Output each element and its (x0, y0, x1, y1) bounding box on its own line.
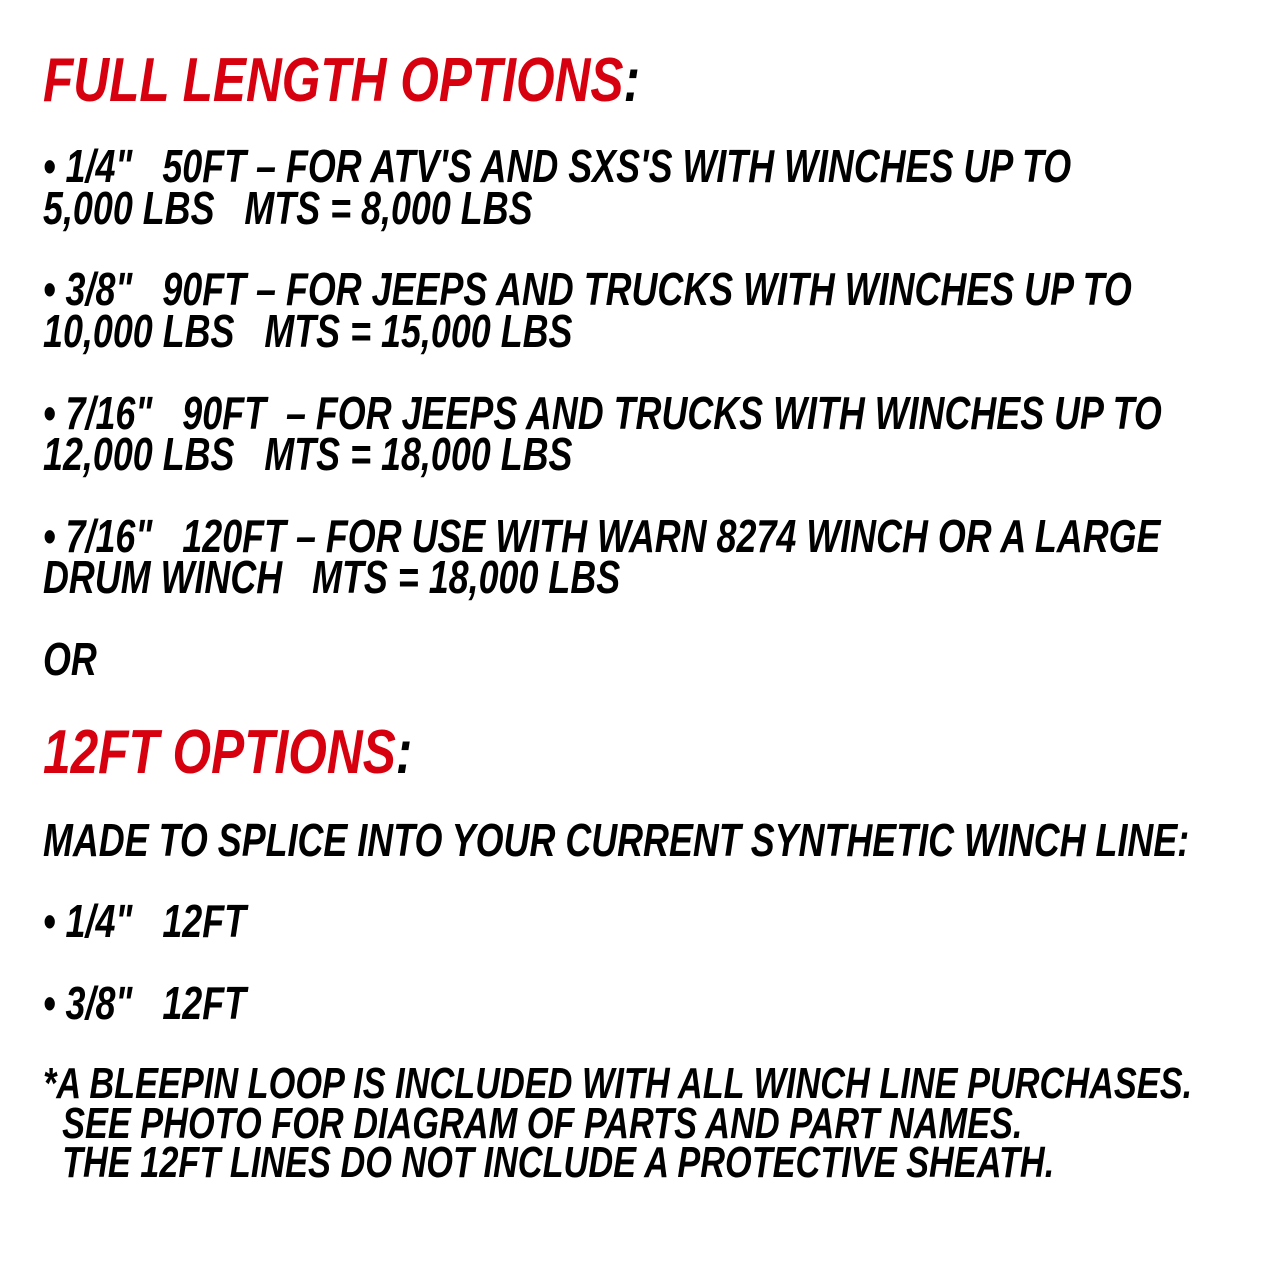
heading-colon: : (395, 718, 413, 787)
option-4-line-1: • 7/16" 120FT – FOR USE WITH WARN 8274 WINCH OR A LARGE (43, 510, 1161, 562)
twelve-ft-intro: MADE TO SPLICE INTO YOUR CURRENT SYNTHETIC WINCH LINE: (43, 814, 1190, 866)
option-3-line-2: 12,000 LBS MTS = 18,000 LBS (43, 428, 573, 480)
option-3-line-1: • 7/16" 90FT – FOR JEEPS AND TRUCKS WITH WINCHES UP TO (43, 387, 1162, 439)
full-length-heading (43, 46, 641, 115)
twelve-ft-heading (43, 718, 413, 787)
twelve-ft-heading-text: 12FT OPTIONS (43, 718, 396, 787)
or-text: OR (43, 633, 97, 685)
option-1-line-1: • 1/4" 50FT – FOR ATV'S AND SXS'S WITH WINCHES UP TO (43, 140, 1072, 192)
option-1-line-2: 5,000 LBS MTS = 8,000 LBS (43, 182, 533, 234)
full-length-heading-text: FULL LENGTH OPTIONS (43, 46, 624, 115)
footnote-line-3: THE 12FT LINES DO NOT INCLUDE A PROTECTIVE SHEATH. (43, 1138, 1055, 1187)
footnote-line-2: SEE PHOTO FOR DIAGRAM OF PARTS AND PART NAMES. (43, 1099, 1023, 1148)
heading-colon: : (623, 46, 641, 115)
twelve-ft-option-1: • 1/4" 12FT (43, 895, 247, 947)
option-4-line-2: DRUM WINCH MTS = 18,000 LBS (43, 551, 621, 603)
footnote-line-1: *A BLEEPIN LOOP IS INCLUDED WITH ALL WINCH LINE PURCHASES. (43, 1059, 1193, 1108)
twelve-ft-option-2: • 3/8" 12FT (43, 977, 247, 1029)
option-2-line-1: • 3/8" 90FT – FOR JEEPS AND TRUCKS WITH WINCHES UP TO (43, 263, 1132, 315)
option-2-line-2: 10,000 LBS MTS = 15,000 LBS (43, 305, 573, 357)
